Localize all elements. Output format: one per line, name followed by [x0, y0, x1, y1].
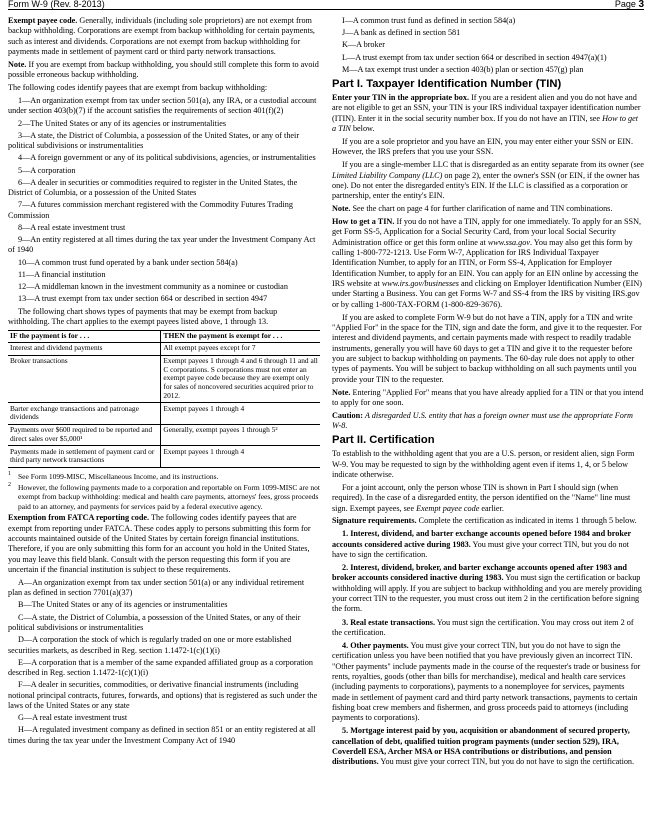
table-cell: Broker transactions — [8, 355, 161, 403]
certification-item: 1. Interest, dividend, and barter exchange accounts opened before 1984 and broker accounts considered active during 1983. You must give your correct TIN, but you do not have to sign the certification. — [332, 529, 631, 560]
table-cell: Exempt payees 1 through 4 — [161, 446, 320, 467]
footnote: 2 However, the following payments made to a corporation and reportable on Form 1099-MISC are not exempt from backup withholding: medical and health care payments, attorneys' fees, gross proceeds paid to an attorney, and payments for services paid by a federal executive agency. — [8, 482, 320, 511]
part1-heading: Part I. Taxpayer Identification Number (TIN) — [332, 78, 562, 91]
part2-heading: Part II. Certification — [332, 434, 435, 447]
list-item: 13—A trust exempt from tax under section 664 or described in section 4947 — [18, 294, 268, 304]
certification-intro: To establish to the withholding agent that you are a U.S. person, or resident alien, sign Form W-9. You may be requested to sign by the withholding agent even if items 1, 4, or 5 below indicate otherwise. — [332, 449, 635, 479]
fatca-paragraph: Exemption from FATCA reporting code. The following codes identify payees that are exempt from reporting under FATCA. These codes apply to persons submitting this form for accounts maintained outside of the United States by certain foreign financial institutions. Therefore, if you are only submitting this form for an account you hold in the United States, you may leave this field blank. Consult with the person requesting this form if you are uncertain if the financial institution is subject to these requirements. — [8, 513, 311, 574]
certification-item: 4. Other payments. You must give your correct TIN, but you do not have to sign the certification unless you have been notified that you have previously given an incorrect TIN. "Other payments" include payments made in the course of the requester's trade or business for rents, royalties, goods (other than bills for merchandise), medical and health care services (including payments to corporations), payments to a nonemployee for services, payments made in settlement of payment card and third party network transactions, payments to certain fishing boat crew members and fishermen, and gross proceeds paid to attorneys (including payments to corporations). — [332, 641, 641, 723]
certification-item: 2. Interest, dividend, broker, and barter exchange accounts opened after 1983 and broker accounts considered inactive during 1983. You must sign the certification or backup withholding will apply. If you are subject to backup withholding and you are merely providing your correct TIN to the requester, you must cross out item 2 in the certification before signing the form. — [332, 563, 642, 614]
certification-item: 5. Mortgage interest paid by you, acquisition or abandonment of secured property, cancellation of debt, qualified tuition program payments (under section 529), IRA, Coverdell ESA, Archer MSA or HSA contributions or distributions, and pension distributions. You must give your correct TIN, but you do not have to sign the certification. — [332, 726, 635, 767]
llc-paragraph: If you are a single-member LLC that is disregarded as an entity separate from its owner (see Limited Liability Company (LLC) on page 2), enter the owner's SSN (or EIN, if the owner has one). Do not enter the disregarded entity's EIN. If the LLC is classified as a corporation or partnership, enter the entity's EIN. — [332, 160, 644, 201]
joint-account-paragraph: For a joint account, only the person whose TIN is shown in Part I should sign (when required). In the case of a disregarded entity, the person identified on the "Name" line must sign. Exempt payees, see Exempt payee code earlier. — [332, 482, 631, 513]
list-item: 6—A dealer in securities or commodities required to register in the United States, the District of Columbia, or a possession of the United States — [8, 177, 298, 198]
note3-paragraph: Note. Entering "Applied For" means that you have already applied for a TIN or that you intend to apply for one soon. — [332, 387, 644, 407]
form-label: Form W-9 (Rev. 8-2013) — [8, 0, 105, 9]
list-item: F—A dealer in securities, commodities, or derivative financial instruments (including notional principal contracts, futures, forwards, and options) that is registered as such under the laws of the United States or any state — [8, 680, 318, 710]
list-item: 10—A common trust fund operated by a bank under section 584(a) — [18, 257, 238, 267]
fatca-codes-list — [8, 578, 320, 746]
chart-intro: The following chart shows types of payments that may be exempt from backup withholding. The chart applies to the exempt payees listed above, 1 through 13. — [8, 306, 278, 326]
codes-intro: The following codes identify payees that are exempt from backup withholding: — [8, 83, 268, 93]
table-row — [8, 424, 320, 445]
exempt-codes-list — [8, 96, 320, 305]
list-item: 12—A middleman known in the investment community as a nominee or custodian — [18, 282, 288, 292]
list-item: A—An organization exempt from tax under section 501(a) or any individual retirement plan as defined in section 7701(a)(37) — [8, 577, 305, 598]
table-header-row — [8, 330, 320, 342]
table-cell: All exempt payees except for 7 — [161, 342, 320, 355]
list-item: 5—A corporation — [18, 165, 76, 175]
table-header-cell: IF the payment is for . . . — [8, 330, 161, 342]
list-item: D—A corporation the stock of which is regularly traded on one or more established securities markets, as described in Reg. section 1.1472-1(c)(1)(i) — [8, 635, 292, 655]
table-header-cell: THEN the payment is exempt for . . . — [161, 330, 320, 342]
list-item: 11—A financial institution — [18, 269, 106, 279]
right-column — [332, 16, 644, 771]
table-row — [8, 403, 320, 424]
list-item: C—A state, the District of Columbia, a possession of the United States, or any of their political subdivisions or instrumentalities — [8, 612, 301, 632]
table-row — [8, 355, 320, 403]
exempt-payee-paragraph: Exempt payee code. Generally, individuals (including sole proprietors) are not exempt from backup withholding. Corporations are exempt from backup withholding for certain payments, such as interest and dividends. Corporations are not exempt from backup withholding for payments made in settlement of payment card or third party network transactions. — [8, 16, 315, 56]
list-item: K—A broker — [342, 40, 385, 50]
fatca-codes-list-cont — [332, 16, 644, 75]
left-column — [8, 16, 320, 771]
exempt-payments-table — [8, 330, 320, 468]
table-cell: Barter exchange transactions and patronage dividends — [8, 403, 161, 424]
list-item: I—A common trust fund as defined in section 584(a) — [342, 16, 516, 25]
table-cell: Exempt payees 1 through 4 — [161, 403, 320, 424]
list-item: G—A real estate investment trust — [18, 713, 128, 723]
table-row — [8, 446, 320, 467]
list-item: 1—An organization exempt from tax under section 501(a), any IRA, or a custodial account under section 403(b)(7) if the account satisfies the requirements of section 401(f)(2) — [8, 96, 317, 116]
table-cell: Interest and dividend payments — [8, 342, 161, 355]
caution-paragraph: Caution: A disregarded U.S. entity that has a foreign owner must use the appropriate Form W-8. — [332, 410, 633, 431]
list-item: 4—A foreign government or any of its political subdivisions, agencies, or instrumentalities — [18, 153, 316, 163]
page-header — [8, 0, 644, 10]
sole-prop-paragraph: If you are a sole proprietor and you have an EIN, you may enter either your SSN or EIN. However, the IRS prefers that you use your SSN. — [332, 136, 634, 157]
table-row — [8, 342, 320, 355]
note-paragraph: Note. If you are exempt from backup withholding, you should still complete this form to avoid possible erroneous backup withholding. — [8, 59, 319, 80]
footnote: 1 See Form 1099-MISC, Miscellaneous Income, and its instructions. — [8, 470, 219, 481]
page-number: Page 3 — [614, 0, 644, 10]
list-item: 7—A futures commission merchant registered with the Commodity Futures Trading Commission — [8, 200, 293, 220]
list-item: 3—A state, the District of Columbia, a possession of the United States, or any of their political subdivisions or instrumentalities — [8, 130, 300, 151]
note2-paragraph: Note. See the chart on page 4 for further clarification of name and TIN combinations. — [332, 204, 613, 214]
list-item: H—A regulated investment company as defined in section 851 or an entity registered at all times during the tax year under the Investment Company Act of 1940 — [8, 725, 316, 745]
how-to-get-tin-paragraph: How to get a TIN. If you do not have a TIN, apply for one immediately. To apply for an SSN, get Form SS-5, Application for a Social Security Card, from your local Social Security Administration office or get this form online at www.ssa.gov. You may also get this form by calling 1-800-772-1213. Use Form W-7, Application for IRS Individual Taxpayer Identification Number, to apply for an ITIN, or Form SS-4, Application for Employer Identification Number, to apply for an EIN. You can apply for an EIN online by accessing the IRS website at www.irs.gov/businesses and clicking on Employer Identification Number (EIN) under Starting a Business. You can get Forms W-7 and SS-4 from the IRS by visiting IRS.gov or by calling 1-800-TAX-FORM (1-800-829-3676). — [332, 217, 643, 309]
list-item: 9—An entity registered at all times during the tax year under the Investment Company Act of 1940 — [8, 235, 316, 255]
enter-tin-paragraph: Enter your TIN in the appropriate box. If you are a resident alien and you do not have and are not eligible to get an SSN, your TIN is your IRS individual taxpayer identification number (ITIN). Enter it in the social security number box. If you do not have an ITIN, see How to get a TIN below. — [332, 93, 641, 134]
list-item: J—A bank as defined in section 581 — [342, 28, 461, 38]
signature-requirements: Signature requirements. Complete the certification as indicated in items 1 through 5 below. — [332, 516, 637, 526]
list-item: E—A corporation that is a member of the same expanded affiliated group as a corporation described in Reg. section 1.1472-1(c)(1)(i) — [8, 657, 313, 678]
table-cell: Exempt payees 1 through 4 and 6 through 11 and all C corporations. S corporations must not enter an exempt payee code because they are exempt only for sales of noncovered securities acquired prior to 2012. — [161, 355, 320, 403]
list-item: 2—The United States or any of its agencies or instrumentalities — [18, 118, 227, 128]
list-item: 8—A real estate investment trust — [18, 222, 126, 232]
table-cell: Payments over $600 required to be reported and direct sales over $5,000¹ — [8, 424, 161, 445]
table-cell: Generally, exempt payees 1 through 5² — [161, 424, 320, 445]
certification-item: 3. Real estate transactions. You must sign the certification. You may cross out item 2 of the certification. — [332, 617, 634, 637]
list-item: M—A tax exempt trust under a section 403(b) plan or section 457(g) plan — [342, 64, 584, 74]
applied-for-paragraph: If you are asked to complete Form W-9 but do not have a TIN, apply for a TIN and write "Applied For" in the space for the TIN, sign and date the form, and give it to the requester. For interest and dividend payments, and certain payments made with respect to readily tradable instruments, generally you will have 60 days to get a TIN and give it to the requester before you are subject to backup withholding on payments. The 60-day rule does not apply to other types of payments. You will be subject to backup withholding on all such payments until you provide your TIN to the requester. — [332, 312, 642, 384]
table-cell: Payments made in settlement of payment card or third party network transactions — [8, 446, 161, 467]
list-item: B—The United States or any of its agencies or instrumentalities — [18, 600, 228, 610]
list-item: L—A trust exempt from tax under section 664 or described in section 4947(a)(1) — [342, 52, 607, 62]
